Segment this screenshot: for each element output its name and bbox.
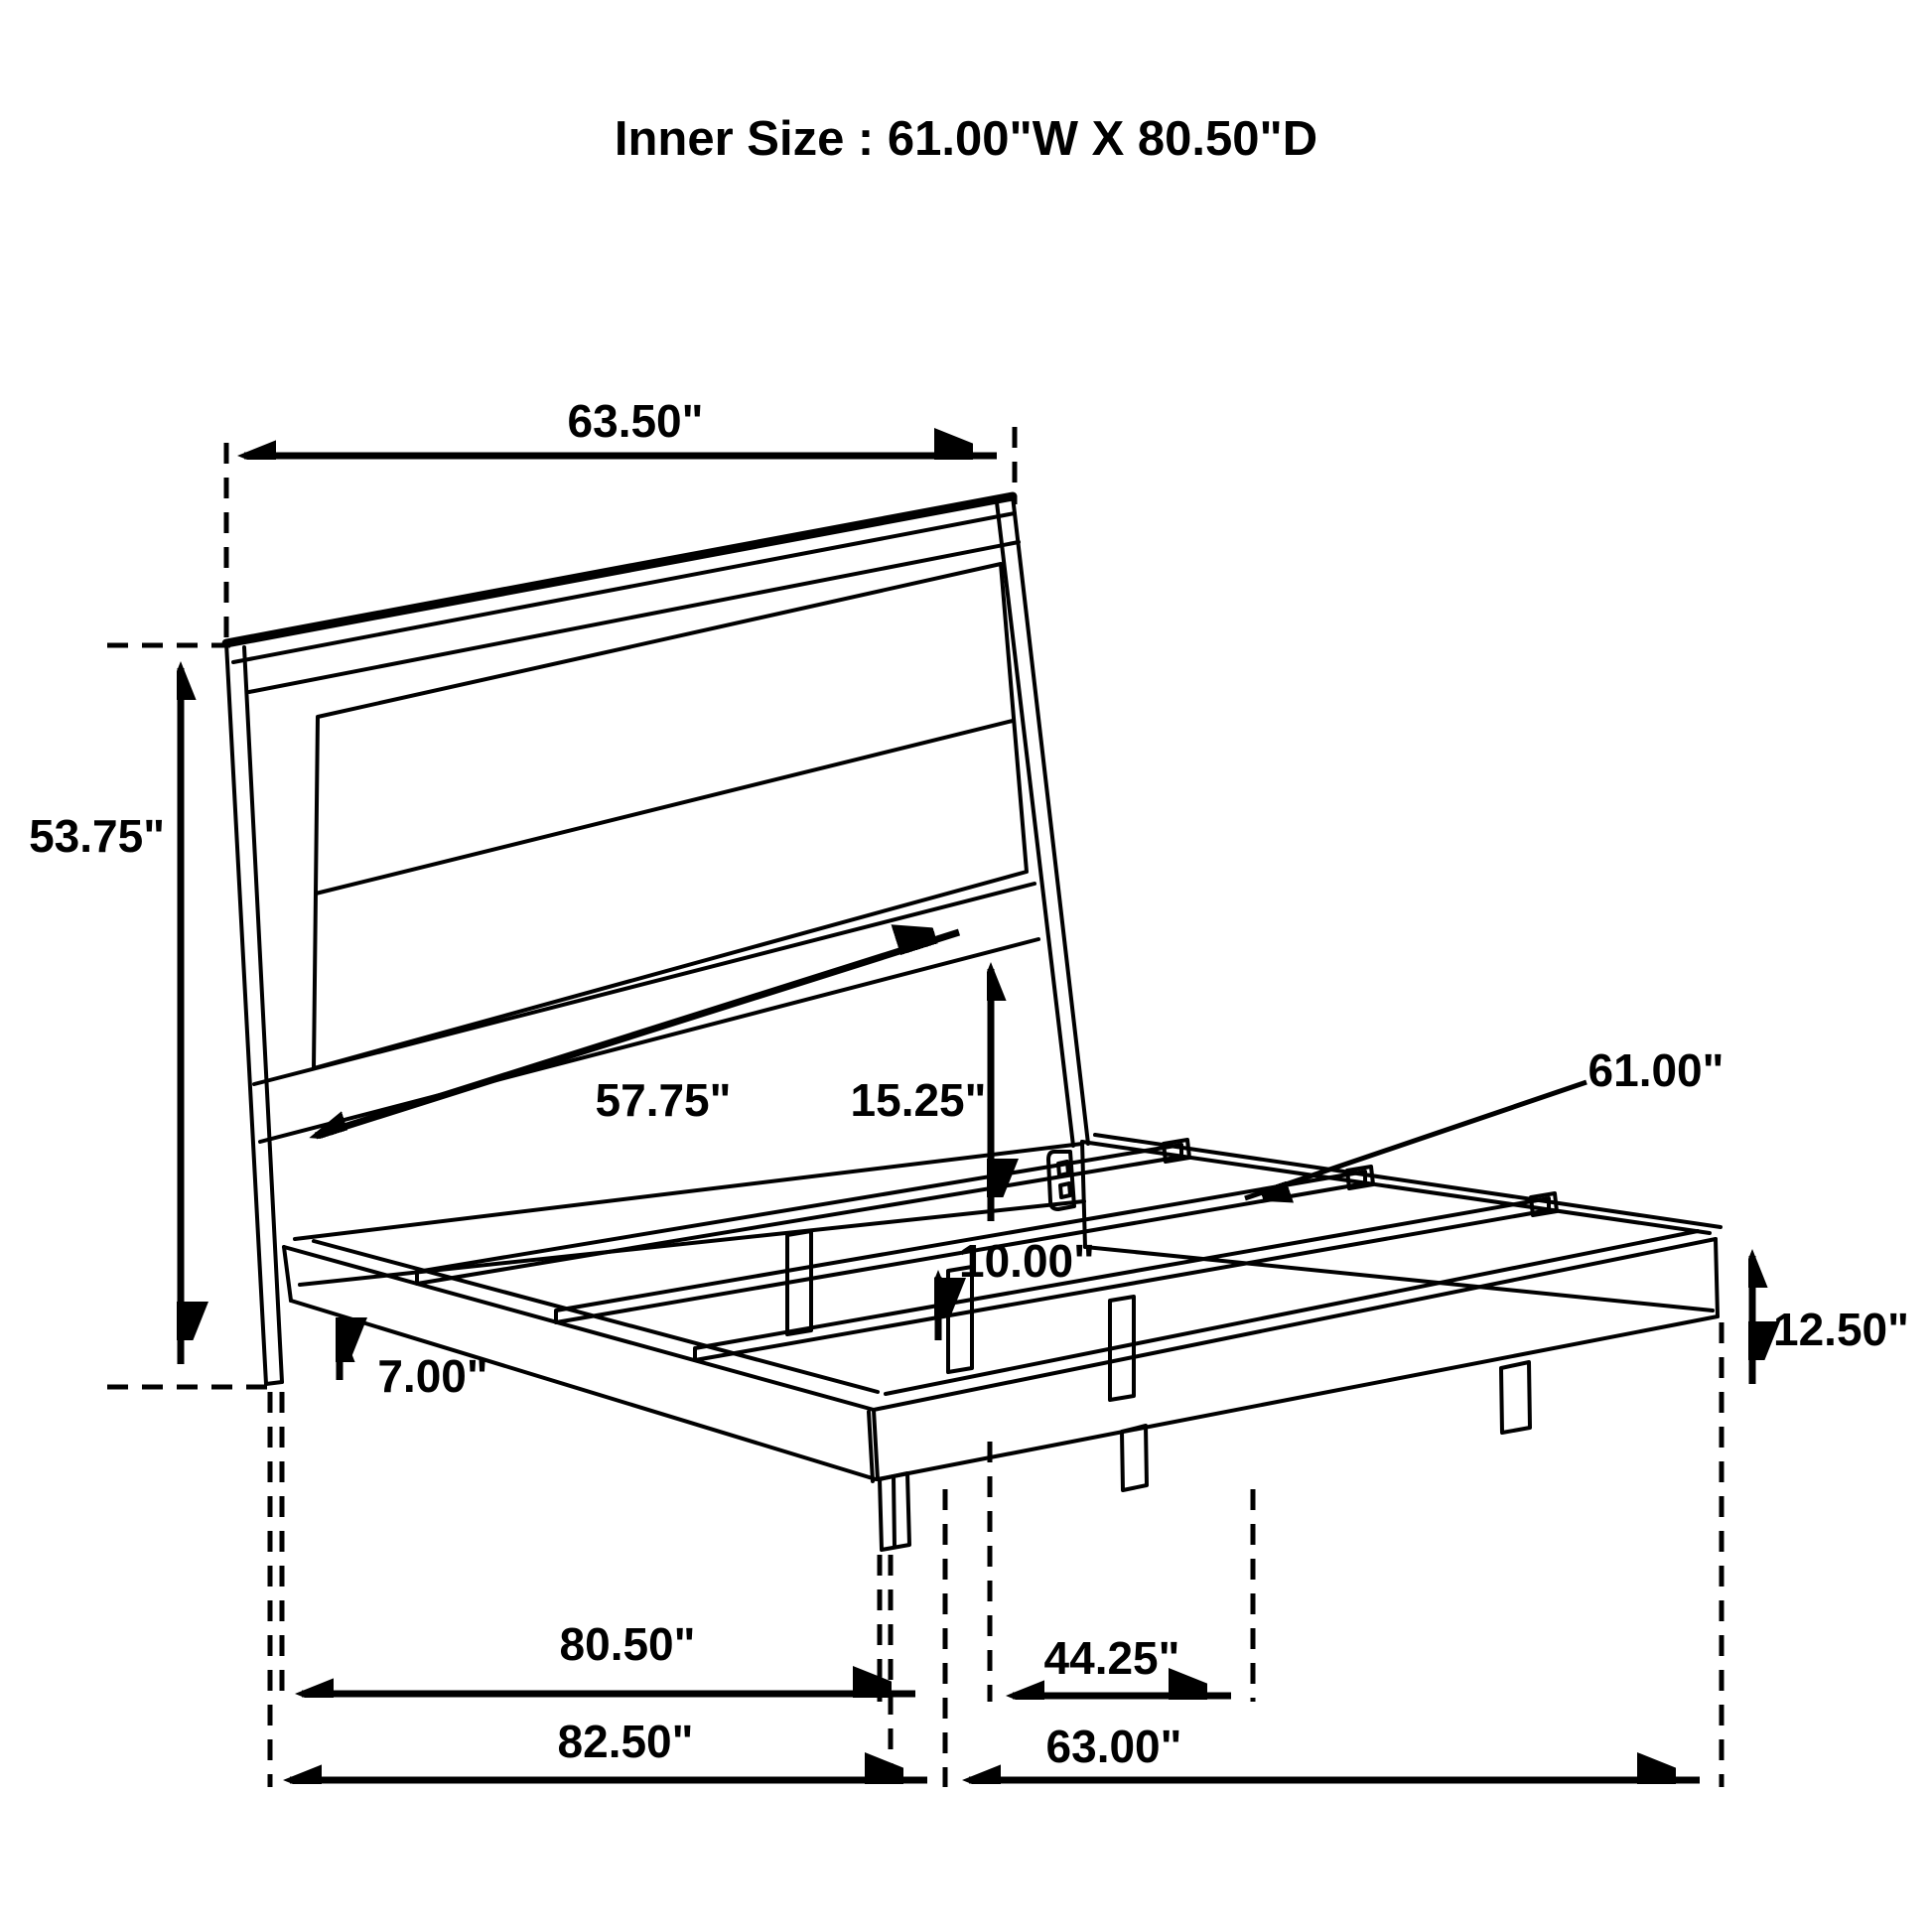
dim-inner-depth: [302, 1618, 915, 1694]
dim-outer-depth: [290, 1716, 927, 1780]
dimension-label: 53.75": [29, 810, 165, 862]
dimension-label: 80.50": [559, 1618, 696, 1670]
right-rail-bottom-edge: [1085, 1247, 1713, 1311]
dimension-label: 82.50": [557, 1716, 694, 1767]
dim-headboard-panel-gap: [851, 969, 991, 1221]
dimension-label: 10.00": [959, 1235, 1095, 1287]
headboard-left-stile-outer: [226, 643, 266, 1384]
dimension-label: 57.75": [595, 1074, 732, 1126]
front-corner-edge-inner: [869, 1412, 873, 1481]
dim-headboard-height: [29, 645, 276, 1387]
dim-slat-inner-width: [1245, 1044, 1724, 1198]
rail-bracket: [1048, 1152, 1074, 1209]
headboard-right-stile-inner: [997, 502, 1073, 1146]
headboard-bottom-rail-top: [254, 884, 1035, 1084]
dim-outer-width: [969, 1721, 1700, 1780]
page-title: Inner Size : 61.00"W X 80.50"D: [614, 112, 1318, 166]
front-corner-leg-edge: [894, 1476, 895, 1547]
dimension-label: 63.00": [1045, 1721, 1182, 1772]
dim-slat-support-height: [938, 1235, 1095, 1340]
dimension-label: 15.25": [850, 1074, 987, 1126]
dim-foot-rail-span: [1013, 1632, 1231, 1696]
foot-rail-corner-cap: [1716, 1239, 1718, 1316]
headboard-left-leg-bottom: [266, 1382, 282, 1384]
dimension-label: 12.50": [1773, 1304, 1909, 1355]
dimension-label: 44.25": [1043, 1632, 1180, 1684]
headboard-left-stile-inner: [244, 647, 282, 1382]
dimension-label: 61.00": [1587, 1044, 1725, 1096]
left-rail-end-cap: [284, 1247, 291, 1301]
foot-rail-leg-mid: [1122, 1426, 1147, 1490]
dimension-label: 63.50": [567, 395, 704, 447]
dimension-label: 7.00": [377, 1350, 488, 1402]
rail-bracket-slots: [1058, 1162, 1070, 1197]
dim-rail-clearance: [340, 1330, 488, 1402]
dim-frame-height: [1722, 1256, 1909, 1787]
headboard-panel: [314, 564, 1027, 1068]
right-rail-top-edge: [1082, 1142, 1710, 1233]
headboard-panel-midline: [316, 721, 1013, 894]
front-corner-edge: [874, 1410, 878, 1479]
foot-rail-bottom-edge: [878, 1316, 1718, 1479]
foot-rail-leg-right: [1501, 1362, 1530, 1433]
